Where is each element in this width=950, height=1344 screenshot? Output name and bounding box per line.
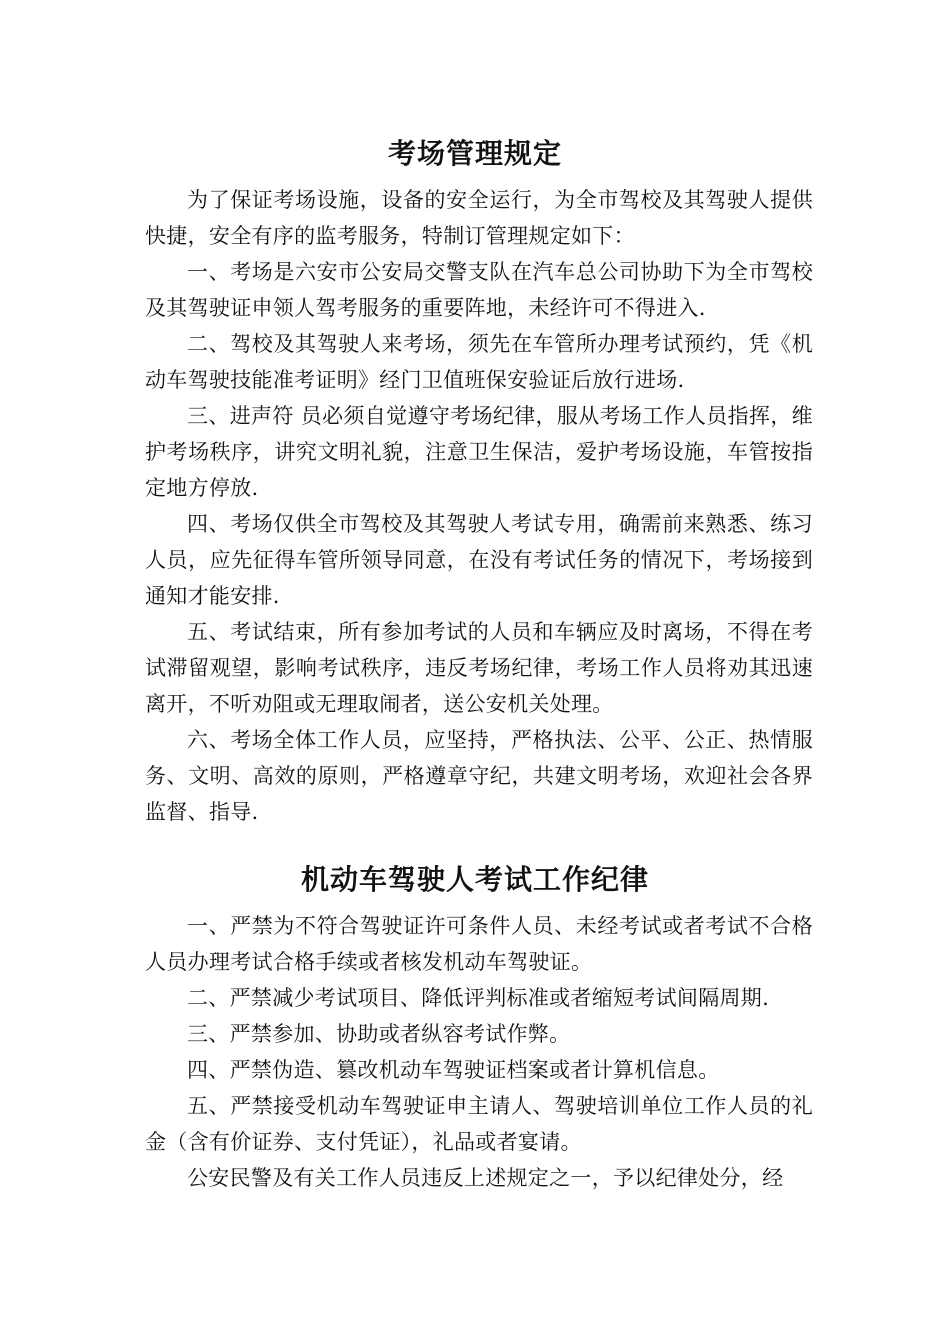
paragraph: 六、考场全体工作人员，应坚持，严格执法、公平、公正、热情服务、文明、高效的原则，严格遵章守纪，共建文明考场，欢迎社会各界监督、指导. bbox=[145, 728, 813, 824]
paragraph: 二、驾校及其驾驶人来考场，须先在车管所办理考试预约，凭《机动车驾驶技能准考证明》经门卫值班保安验证后放行进场. bbox=[145, 332, 813, 392]
paragraph: 一、严禁为不符合驾驶证许可条件人员、未经考试或者考试不合格人员办理考试合格手续或者核发机动车驾驶证。 bbox=[145, 914, 813, 974]
exam-work-discipline-body bbox=[145, 908, 813, 1196]
paragraph: 三、严禁参加、协助或者纵容考试作弊。 bbox=[187, 1022, 571, 1046]
paragraph: 五、考试结束，所有参加考试的人员和车辆应及时离场，不得在考试滞留观望，影响考试秩序，违反考场纪律，考场工作人员将劝其迅速离开，不听劝阻或无理取闹者，送公安机关处理。 bbox=[145, 620, 813, 716]
title-exam-site-rules: 考场管理规定 bbox=[387, 137, 562, 170]
paragraph: 为了保证考场设施，设备的安全运行，为全市驾校及其驾驶人提供快捷，安全有序的监考服务，特制订管理规定如下： bbox=[145, 188, 813, 248]
paragraph: 四、考场仅供全市驾校及其驾驶人考试专用，确需前来熟悉、练习人员，应先征得车管所领导同意，在没有考试任务的情况下，考场接到通知才能安排. bbox=[145, 512, 813, 608]
paragraph: 三、进声符 员必须自觉遵守考场纪律，服从考场工作人员指挥，维护考场秩序，讲究文明礼貌，注意卫生保洁，爱护考场设施，车管按指定地方停放. bbox=[145, 404, 813, 500]
paragraph: 四、严禁伪造、篡改机动车驾驶证档案或者计算机信息。 bbox=[187, 1058, 720, 1082]
paragraph: 公安民警及有关工作人员违反上述规定之一，予以纪律处分，经 bbox=[187, 1166, 784, 1190]
paragraph: 二、严禁减少考试项目、降低评判标准或者缩短考试间隔周期. bbox=[187, 986, 770, 1010]
exam-site-rules-body bbox=[145, 182, 813, 830]
title-exam-work-discipline: 机动车驾驶人考试工作纪律 bbox=[300, 863, 649, 896]
paragraph: 五、严禁接受机动车驾驶证申主请人、驾驶培训单位工作人员的礼金（含有价证券、支付凭证），礼品或者宴请。 bbox=[145, 1094, 813, 1154]
paragraph: 一、考场是六安市公安局交警支队在汽车总公司协助下为全市驾校及其驾驶证申领人驾考服务的重要阵地，未经许可不得进入. bbox=[145, 260, 813, 320]
